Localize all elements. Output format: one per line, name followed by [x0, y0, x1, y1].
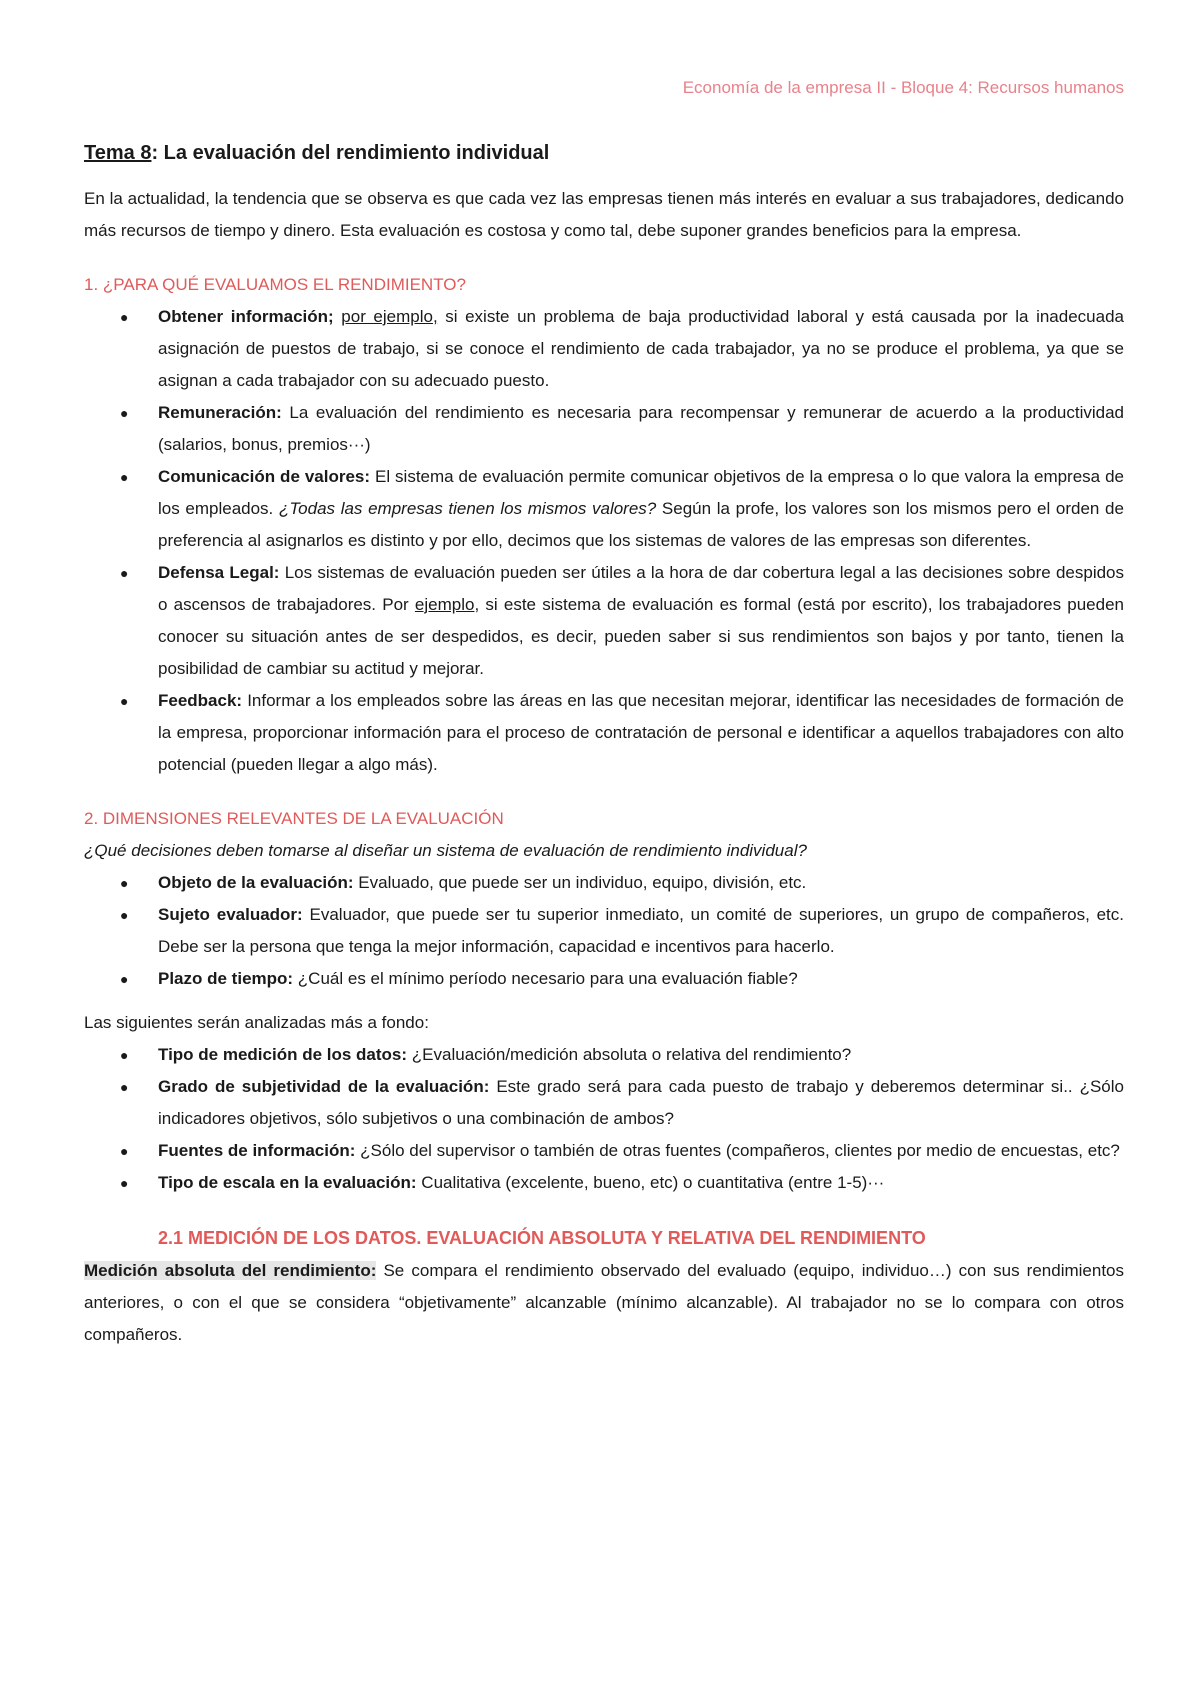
list-item: ● Tipo de escala en la evaluación: Cualitativa (excelente, bueno, etc) o cuantitativa (entre 1-5)···: [158, 1167, 1124, 1199]
section-2-list-detailed: [84, 1039, 1124, 1199]
list-item: ● Grado de subjetividad de la evaluación: Este grado será para cada puesto de trabajo y deberemos determinar si.. ¿Sólo indicadores objetivos, sólo subjetivos o una combinación de ambos?: [158, 1071, 1124, 1135]
section-2-1-paragraph: Medición absoluta del rendimiento: Se compara el rendimiento observado del evaluado (equipo, individuo…) con sus rendimientos anteriores, o con el que se considera “objetivamente” alcanzable (mínimo alcanzable). Al trabajador no se lo compara con otros compañeros.: [84, 1261, 1125, 1344]
section-2-heading: 2. DIMENSIONES RELEVANTES DE LA EVALUACIÓN: [84, 809, 504, 828]
list-item: ● Feedback: Informar a los empleados sobre las áreas en las que necesitan mejorar, identificar las necesidades de formación de la empresa, proporcionar información para el proceso de contratación de personal e identificar a aquellos trabajadores con alto potencial (pueden llegar a algo más).: [158, 685, 1124, 781]
title-prefix: Tema 8: [84, 142, 152, 164]
title-rest: : La evaluación del rendimiento individual: [151, 142, 550, 164]
bullet-icon: ●: [120, 907, 129, 923]
document-title: [84, 142, 1124, 165]
bullet-icon: ●: [120, 405, 129, 421]
list-item: ● Defensa Legal: Los sistemas de evaluación pueden ser útiles a la hora de dar cobertura legal a las decisiones sobre despidos o ascensos de trabajadores. Por ejemplo, si este sistema de evaluación es formal (está por escrito), los trabajadores pueden conocer su situación antes de ser despedidos, es decir, pueden saber si sus rendimientos son bajos y por tanto, tienen la posibilidad de cambiar su actitud y mejorar.: [158, 557, 1124, 685]
list-item: ● Fuentes de información: ¿Sólo del supervisor o también de otras fuentes (compañeros, clientes por medio de encuestas, etc?: [158, 1135, 1124, 1167]
bullet-icon: ●: [120, 1175, 129, 1191]
bullet-icon: ●: [120, 875, 129, 891]
section-2-1-heading: 2.1 MEDICIÓN DE LOS DATOS. EVALUACIÓN ABSOLUTA Y RELATIVA DEL RENDIMIENTO: [158, 1228, 926, 1248]
list-item: ● Comunicación de valores: El sistema de evaluación permite comunicar objetivos de la empresa o lo que valora la empresa de los empleados. ¿Todas las empresas tienen los mismos valores? Según la profe, los valores son los mismos pero el orden de preferencia al asignarlos es distinto y por ello, decimos que los sistemas de valores de las empresas son diferentes.: [158, 461, 1124, 557]
bullet-icon: ●: [120, 309, 129, 325]
bullet-icon: ●: [120, 693, 129, 709]
section-1-list: [84, 301, 1124, 781]
highlighted-term: Medición absoluta del rendimiento:: [84, 1261, 377, 1280]
section-2-question: ¿Qué decisiones deben tomarse al diseñar un sistema de evaluación de rendimiento individual?: [84, 841, 807, 860]
section-1-heading: 1. ¿PARA QUÉ EVALUAMOS EL RENDIMIENTO?: [84, 275, 466, 294]
bullet-icon: ●: [120, 469, 129, 485]
bullet-icon: ●: [120, 1079, 129, 1095]
bullet-icon: ●: [120, 565, 129, 581]
running-header: Economía de la empresa II - Bloque 4: Recursos humanos: [682, 78, 1124, 97]
example-link: ejemplo: [414, 595, 475, 614]
section-2-list: [84, 867, 1124, 995]
list-item: ● Obtener información; por ejemplo, si existe un problema de baja productividad laboral y está causada por la inadecuada asignación de puestos de trabajo, si se conoce el rendimiento de cada trabajador, ya no se produce el problema, ya que se asignan a cada trabajador con su adecuado puesto.: [158, 301, 1124, 397]
list-item: ● Objeto de la evaluación: Evaluado, que puede ser un individuo, equipo, división, etc.: [158, 867, 1124, 899]
list-item: ● Tipo de medición de los datos: ¿Evaluación/medición absoluta o relativa del rendimiento?: [158, 1039, 1124, 1071]
example-link: por ejemplo,: [341, 307, 438, 326]
list-item: ● Plazo de tiempo: ¿Cuál es el mínimo período necesario para una evaluación fiable?: [158, 963, 1124, 995]
list-item: ● Sujeto evaluador: Evaluador, que puede ser tu superior inmediato, un comité de superiores, un grupo de compañeros, etc. Debe ser la persona que tenga la mejor información, capacidad e incentivos para hacerlo.: [158, 899, 1124, 963]
bullet-icon: ●: [120, 971, 129, 987]
bullet-icon: ●: [120, 1047, 129, 1063]
list-item: ● Remuneración: La evaluación del rendimiento es necesaria para recompensar y remunerar de acuerdo a la productividad (salarios, bonus, premios···): [158, 397, 1124, 461]
following-paragraph: Las siguientes serán analizadas más a fondo:: [84, 1013, 429, 1032]
bullet-icon: ●: [120, 1143, 129, 1159]
intro-paragraph: En la actualidad, la tendencia que se observa es que cada vez las empresas tienen más interés en evaluar a sus trabajadores, dedicando más recursos de tiempo y dinero. Esta evaluación es costosa y como tal, debe suponer grandes beneficios para la empresa.: [84, 189, 1124, 240]
